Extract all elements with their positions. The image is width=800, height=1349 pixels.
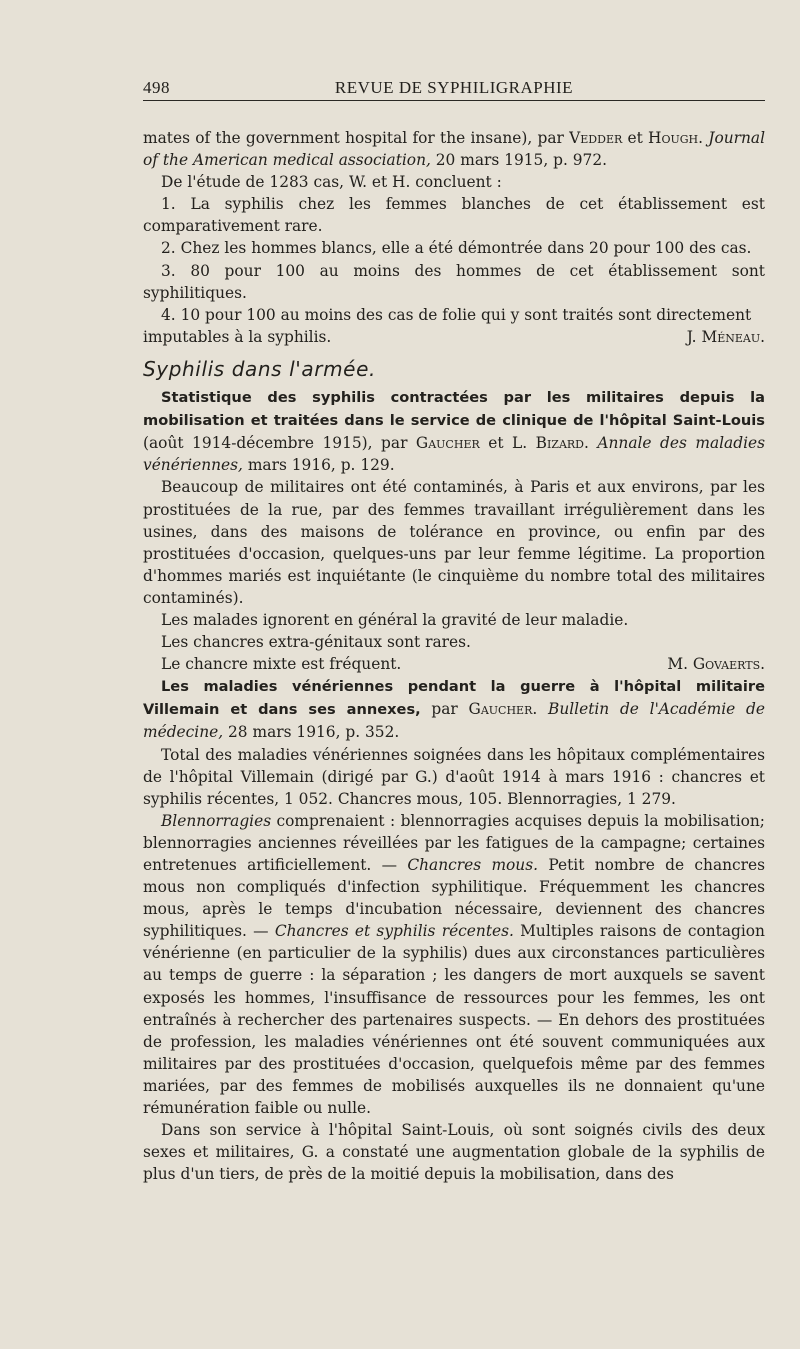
section-title: Syphilis dans l'armée. — [143, 357, 376, 382]
article2-last-line: Le chancre mixte est fréquent. M. Govaerts. — [143, 653, 765, 675]
author-hough: Hough — [648, 129, 699, 147]
journal-title: REVUE DE SYPHILIGRAPHIE — [334, 78, 574, 97]
author-gaucher-2: Gaucher — [468, 700, 533, 719]
article1-point-1: 1. La syphilis chez les femmes blanches de cet établissement est comparativement rare. — [143, 195, 765, 236]
article3-paragraph-3: Dans son service à l'hôpital Saint-Louis, où sont soignés civils des deux sexes et militaires, G. a constaté une augmentation globale de la syphilis de plus d'un tiers, de près de la moitié depuis la mobilisation, dans des — [143, 1121, 765, 1184]
citation-journal: Journal of the American medical association, — [143, 129, 765, 170]
author-vedder: Vedder — [569, 129, 623, 147]
article3-citation-journal: Bulletin de l'Académie de médecine, — [143, 700, 765, 742]
article2-paragraph-2: Les malades ignorent en général la gravité de leur maladie. — [161, 610, 629, 629]
page-number: 498 — [143, 78, 170, 97]
article2-paragraph-3: Les chancres extra-génitaux sont rares. — [161, 633, 471, 652]
running-header — [143, 78, 765, 101]
article2-citation-journal: Annale des maladies vénériennes, — [143, 434, 766, 475]
page-body — [143, 127, 765, 1185]
article1-intro: De l'étude de 1283 cas, W. et H. concluent : — [161, 173, 502, 192]
author-gaucher: Gaucher — [415, 434, 480, 453]
article1-point-4: 4. 10 pour 100 au moins des cas de folie qui y sont traités sont directement imputables à la syphilis. — [143, 305, 752, 346]
article1-point-2: 2. Chez les hommes blancs, elle a été démontrée dans 20 pour 100 des cas. — [161, 239, 752, 258]
article2-title: Statistique des syphilis contractées par les militaires depuis la mobilisation et traitées dans le service de clinique de l'hôpital Saint-Louis — [143, 389, 765, 430]
author-bizard: Bizard — [535, 434, 584, 453]
article2-paragraph-1: Beaucoup de militaires ont été contaminés, à Paris et aux environs, par les prostituées de la rue, par des femmes travaillant irrégulièrement dans les usines, dans des maisons de tolérance en province, ou enfin par des prostituées d'occasion, quelques-uns par leur femme légitime. La proportion d'hommes mariés est inquiétante (le cinquième du nombre total des militaires contaminés). — [143, 478, 765, 607]
article2-reference: Statistique des syphilis contractées par les militaires depuis la mobilisation et traitées dans le service de clinique de l'hôpital Saint-Louis (août 1914-décembre 1915), par Gaucher et L. Bizard. Annale des maladies vénériennes, mars 1916, p. 129. — [143, 389, 766, 475]
article3-title: Les maladies vénériennes pendant la guerre à l'hôpital militaire Villemain et dans ses annexes, — [143, 678, 765, 719]
article1-signature: J. Méneau. — [686, 327, 765, 346]
article2-signature: M. Govaerts. — [667, 655, 765, 674]
article1-reference: mates of the government hospital for the insane), par Vedder et Hough. Journal of the American medical association, 20 mars 1915, p. 972. — [143, 129, 765, 170]
article3-reference: Les maladies vénériennes pendant la guerre à l'hôpital militaire Villemain et dans ses annexes, par Gaucher. Bulletin de l'Académie de médecine, 28 mars 1916, p. 352. — [143, 678, 765, 742]
article3-paragraph-2: Blennorragies comprenaient : blennorragies acquises depuis la mobilisation; blennorragies anciennes réveillées par les fatigues de la campagne; certaines entretenues artificiellement. — Chancres mous. Petit nombre de chancres mous non compliqués d'infection syphilitique. Fréquemment les chancres mous, après le temps d'incubation nécessaire, deviennent des chancres syphilitiques. — Chancres et syphilis récentes. Multiples raisons de contagion vénérienne (en particulier de la syphilis) dues aux circonstances particulières au temps de guerre : la séparation ; les dangers de mort auxquels se savent exposés les hommes, l'insuffisance de ressources pour les femmes, les ont entraînés à rechercher des partenaires suspects. — En dehors des prostituées de profession, les maladies vénériennes ont été souvent communiquées aux militaires par des prostituées d'occasion, quelquefois même par des femmes mariées, par des femmes de mobilisés auxquelles ils ne donnaient qu'une rémunération faible ou nulle. — [143, 811, 766, 1118]
article1-point-3: 3. 80 pour 100 au moins des hommes de cet établissement sont syphilitiques. — [143, 261, 765, 302]
article3-paragraph-1: Total des maladies vénériennes soignées dans les hôpitaux complémentaires de l'hôpital Villemain (dirigé par G.) d'août 1914 à mars 1916 : chancres et syphilis récentes, 1 052. Chancres mous, 105. Blennorragies, 1 279. — [143, 745, 765, 808]
